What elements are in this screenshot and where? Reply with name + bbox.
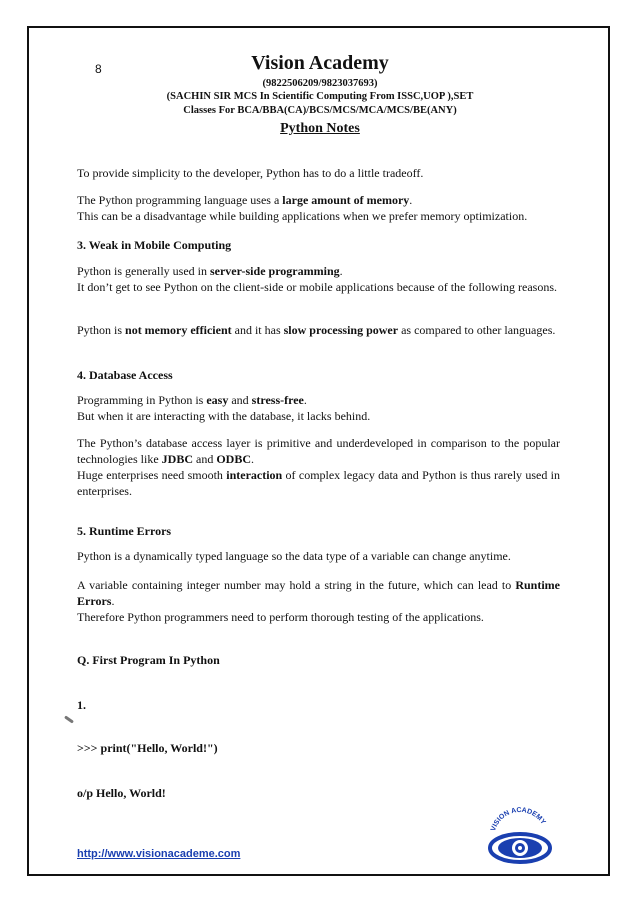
academy-title: Vision Academy xyxy=(251,52,389,74)
paragraph-database-layer: The Python’s database access layer is primitive and underdeveloped in comparison to the popular technologies like JDBC and ODBC. Huge enterprises need smooth interaction of complex legacy data and Python is thus rarely used in enterprises. xyxy=(77,436,560,498)
paragraph-easy: Programming in Python is easy and stress-free. But when it are interacting with the database, it lacks behind. xyxy=(77,393,371,423)
svg-text:VISION ACADEMY xyxy=(490,807,547,832)
website-link[interactable]: http://www.visionacademe.com xyxy=(77,848,241,860)
notes-title: Python Notes xyxy=(280,121,360,136)
vision-academy-logo xyxy=(484,798,556,870)
header-line-credentials: (SACHIN SIR MCS In Scientific Computing From ISSC,UOP ),SET xyxy=(166,91,474,102)
paragraph-tradeoff: To provide simplicity to the developer, Python has to do a little tradeoff. xyxy=(77,166,424,180)
page-number: 8 xyxy=(95,62,102,76)
heading-runtime-errors: 5. Runtime Errors xyxy=(77,524,172,538)
paragraph-memory-efficiency: Python is not memory efficient and it has slow processing power as compared to other languages. xyxy=(77,323,556,337)
question-heading: Q. First Program In Python xyxy=(77,653,220,667)
heading-mobile-computing: 3. Weak in Mobile Computing xyxy=(77,238,232,252)
code-line: >>> print("Hello, World!") xyxy=(77,741,218,755)
output-line: o/p Hello, World! xyxy=(77,786,166,800)
heading-database-access: 4. Database Access xyxy=(77,368,173,382)
paragraph-server-side: Python is generally used in server-side programming. It don’t get to see Python on the client-side or mobile applications because of the following reasons. xyxy=(77,264,557,294)
logo-text: VISION ACADEMY xyxy=(489,806,547,833)
item-number: 1. xyxy=(77,698,86,712)
header-line-classes: Classes For BCA/BBA(CA)/BCS/MCS/MCA/MCS/BE(ANY) xyxy=(183,105,457,116)
paragraph-dynamic-typing: Python is a dynamically typed language so the data type of a variable can change anytime. xyxy=(77,549,511,563)
paragraph-memory: The Python programming language uses a large amount of memory. This can be a disadvantage while building applications when we prefer memory optimization. xyxy=(77,193,528,223)
phone-numbers: (9822506209/9823037693) xyxy=(262,78,378,89)
paragraph-runtime-errors: A variable containing integer number may hold a string in the future, which can lead to Runtime Errors. Therefore Python programmers need to perform thorough testing of the applications. xyxy=(77,578,560,624)
